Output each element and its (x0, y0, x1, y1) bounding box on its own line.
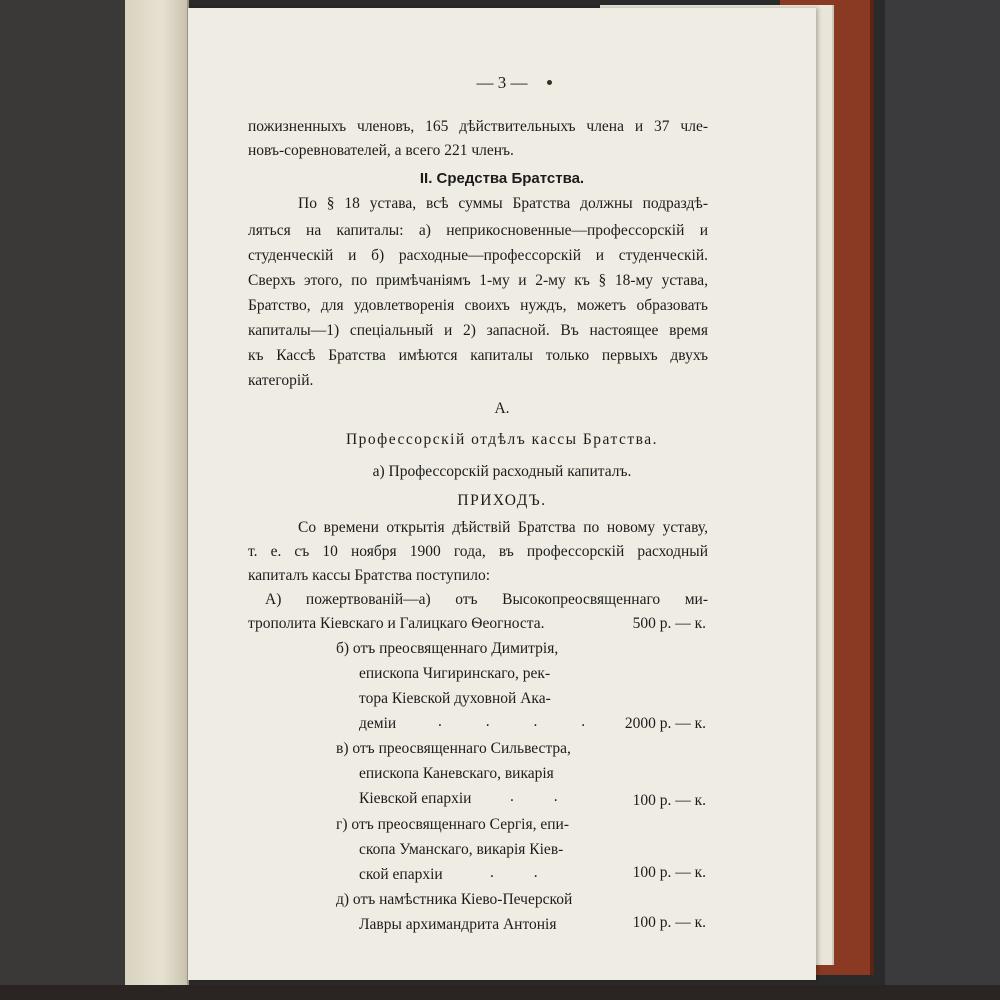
text-line: т. е. съ 10 ноября 1900 года, въ профессорскій расходный (248, 543, 708, 560)
text-line: Сверхъ этого, по примѣчаніямъ 1-му и 2-му къ § 18-му устава, (248, 272, 708, 289)
ink-spot (547, 80, 552, 85)
page-number: — 3 — (476, 73, 528, 92)
desk-left (0, 0, 125, 1000)
desk-right (885, 0, 1000, 1000)
leader-dots: . . (510, 788, 576, 805)
text-line: новъ-соревнователей, а всего 221 членъ. (248, 142, 514, 159)
donation-line: г) отъ преосвященнаго Сергія, епи- (336, 816, 569, 833)
desk-bottom (0, 985, 1000, 1000)
text-line: По § 18 устава, всѣ суммы Братства должны подраздѣ- (298, 195, 708, 212)
donation-line: Кіевской епархіи (359, 790, 472, 807)
section-heading: II. Средства Братства. (419, 170, 585, 187)
text-line: капиталъ кассы Братства поступило: (248, 567, 491, 584)
income-heading: ПРИХОДЪ. (457, 492, 547, 509)
text-line: пожизненныхъ членовъ, 165 дѣйствительныхъ члена и 37 чле- (248, 118, 708, 135)
text-line: ляться на капиталы: а) неприкосновенные—профессорскій и (248, 222, 708, 239)
leader-dots: . . . . (438, 713, 606, 730)
text-line: категорій. (248, 372, 314, 389)
subsection-title: Профессорскій отдѣлъ кассы Братства. (345, 431, 659, 448)
donation-line: трополита Кіевскаго и Галицкаго Ѳеогноста. (248, 615, 545, 632)
donation-line: д) отъ намѣстника Кіево-Печерской (336, 891, 573, 908)
subsection-subtitle: а) Профессорскій расходный капиталъ. (372, 463, 632, 480)
text-line: капиталы—1) спеціальный и 2) запасной. Въ настоящее время (248, 322, 708, 339)
text-line: Со времени открытія дѣйствій Братства по новому уставу, (298, 519, 708, 536)
donation-amount: 100 р. — к. (632, 864, 706, 881)
donation-line: скопа Уманскаго, викарія Кіев- (359, 841, 564, 858)
donation-line: А) пожертвованій—а) отъ Высокопреосвященнаго ми- (265, 591, 708, 608)
donation-amount: 500 р. — к. (632, 615, 706, 632)
leader-dots: . . (490, 864, 556, 881)
donation-line: тора Кіевской духовной Ака- (359, 690, 551, 707)
donation-line: епископа Каневскаго, викарія (359, 765, 554, 782)
donation-line: Лавры архимандрита Антонія (359, 916, 557, 933)
text-line: Братство, для удовлетворенія своихъ нуждъ, можетъ образовать (248, 297, 708, 314)
donation-amount: 100 р. — к. (632, 914, 706, 931)
donation-line: деміи (359, 715, 397, 732)
donation-line: в) отъ преосвященнаго Сильвестра, (336, 740, 571, 757)
donation-amount: 2000 р. — к. (624, 715, 706, 732)
donation-line: епископа Чигиринскаго, рек- (359, 665, 551, 682)
text-line: къ Кассѣ Братства имѣются капиталы только первыхъ двухъ (248, 347, 708, 364)
left-page-edge (125, 0, 189, 985)
donation-line: ской епархіи (359, 866, 443, 883)
donation-line: б) отъ преосвященнаго Димитрія, (336, 640, 559, 657)
book-page (188, 8, 816, 980)
donation-amount: 100 р. — к. (632, 792, 706, 809)
text-line: студенческій и б) расходные—профессорскій и студенческій. (248, 247, 708, 264)
subsection-letter: А. (494, 400, 510, 417)
